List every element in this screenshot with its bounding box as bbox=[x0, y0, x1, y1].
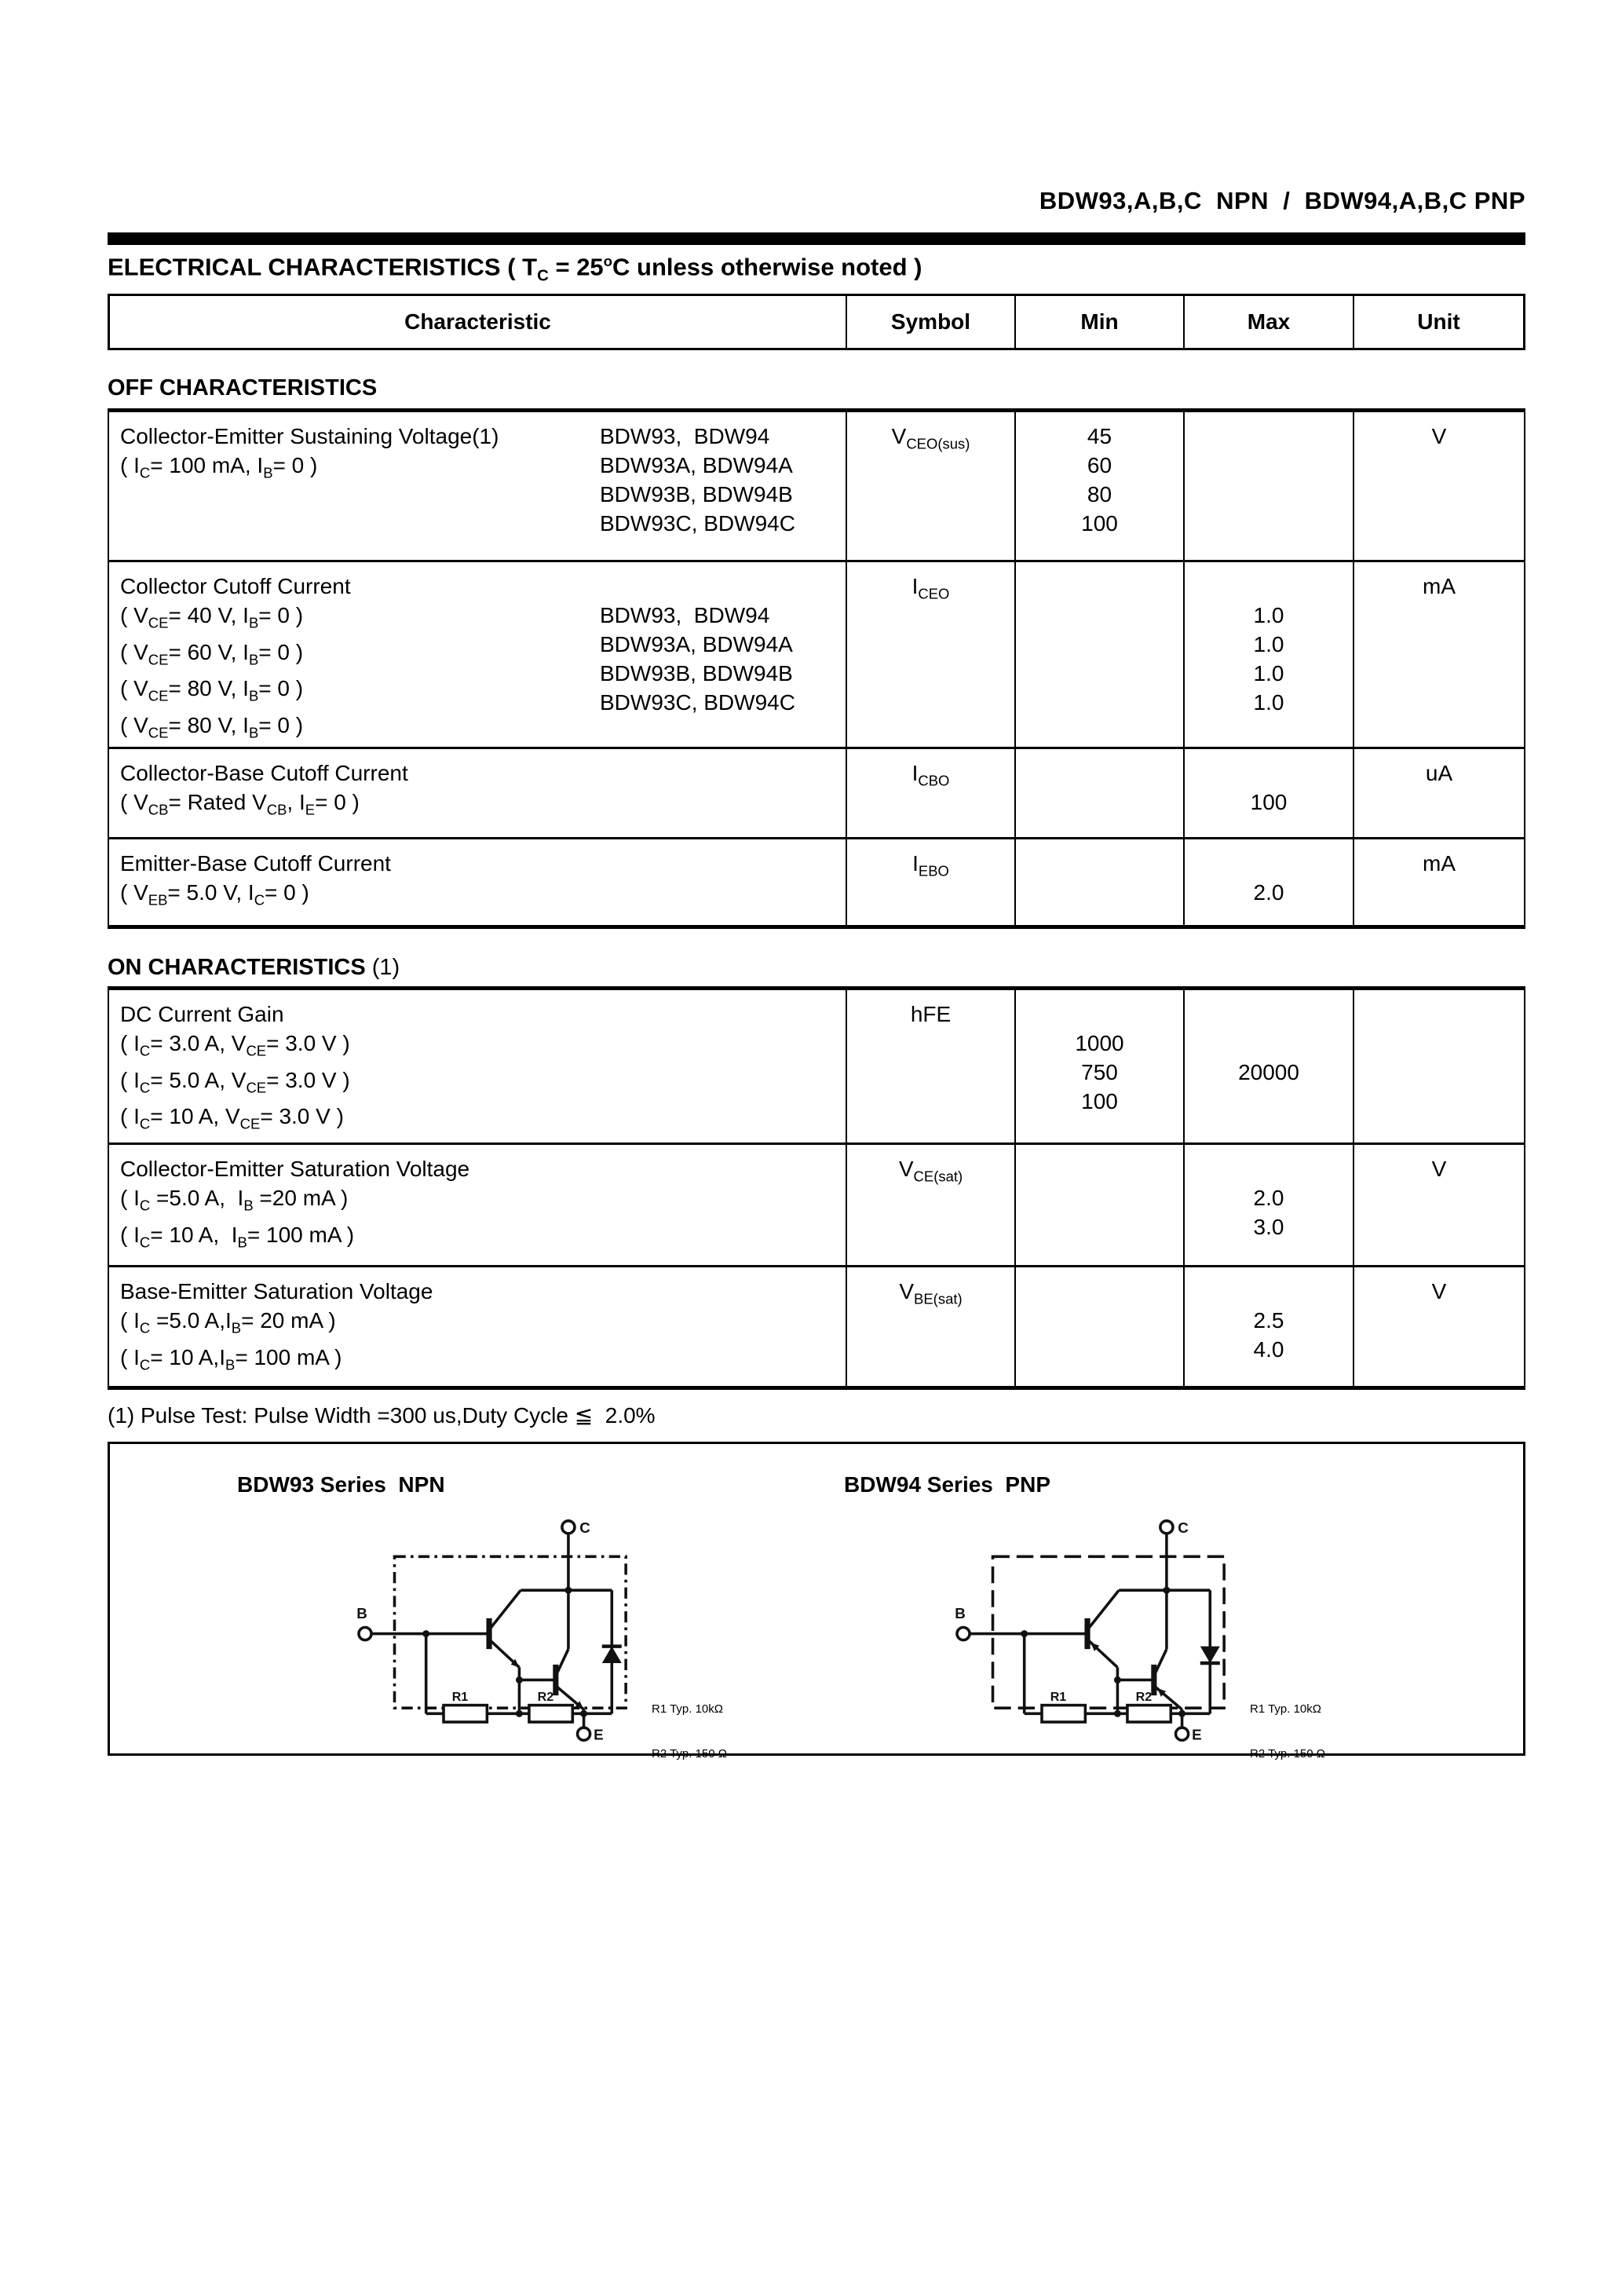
min-value: 750 bbox=[1081, 1060, 1118, 1084]
resistor-label-r2: R2 bbox=[1135, 1690, 1153, 1705]
test-condition: ( $V_{CE}= 40$ V, $I_B= 0$ ) bbox=[120, 603, 304, 631]
test-condition: ( $I_C= 5.0$ A, $V_{CE}= 3.0$ V ) bbox=[120, 1067, 350, 1096]
terminal-label-c: C bbox=[579, 1519, 590, 1536]
table-row bbox=[109, 412, 1524, 560]
table-row bbox=[109, 1265, 1524, 1386]
min-cell bbox=[1014, 412, 1183, 560]
min-value: 100 bbox=[1081, 511, 1118, 536]
symbol-cell bbox=[846, 990, 1014, 1143]
unit: V bbox=[1431, 1157, 1447, 1181]
max-value: 3.0 bbox=[1253, 1215, 1284, 1239]
unit-cell bbox=[1353, 749, 1524, 837]
terminal-label-b: B bbox=[955, 1604, 966, 1621]
max-cell bbox=[1183, 749, 1353, 837]
table-row bbox=[109, 990, 1524, 1143]
on-characteristics-heading bbox=[108, 955, 400, 981]
datasheet-page bbox=[108, 0, 1525, 2296]
device-list bbox=[600, 422, 795, 538]
min-value: 1000 bbox=[1075, 1031, 1124, 1055]
unit: V bbox=[1431, 424, 1447, 448]
characteristic-name: Collector Cutoff Current bbox=[120, 574, 351, 598]
min-value: 45 bbox=[1087, 424, 1112, 448]
min-cell bbox=[1014, 1145, 1183, 1265]
unit-cell bbox=[1353, 839, 1524, 925]
resistor-r2 bbox=[529, 1706, 572, 1722]
device-name: BDW93, BDW94 bbox=[600, 424, 770, 448]
symbol: $I_{CEO}$ bbox=[911, 574, 950, 602]
symbol-cell bbox=[846, 749, 1014, 837]
min-cell bbox=[1014, 839, 1183, 925]
device-list bbox=[600, 601, 795, 717]
col-header-symbol: Symbol bbox=[846, 296, 1014, 348]
max-value: 1.0 bbox=[1253, 603, 1284, 627]
characteristic-cell bbox=[109, 990, 846, 1143]
symbol: $I_{EBO}$ bbox=[912, 851, 949, 879]
off-characteristics-table bbox=[108, 408, 1525, 929]
unit: mA bbox=[1423, 851, 1456, 876]
characteristic-cell bbox=[109, 412, 846, 560]
on-heading-text: ON CHARACTERISTICS bbox=[108, 955, 366, 980]
max-value: 1.0 bbox=[1253, 632, 1284, 656]
resistor-label-r2: R2 bbox=[537, 1690, 554, 1705]
characteristic-cell bbox=[109, 562, 846, 747]
test-condition: ( $V_{CB}=$ Rated $V_{CB}$, $I_E= 0$ ) bbox=[120, 790, 360, 818]
unit-cell bbox=[1353, 562, 1524, 747]
test-condition: ( $I_C= 10$ A, $V_{CE}= 3.0$ V ) bbox=[120, 1104, 344, 1132]
test-condition: ( $I_C= 100$ mA, $I_B= 0$ ) bbox=[120, 453, 318, 481]
max-value: 2.0 bbox=[1253, 880, 1284, 905]
col-header-unit: Unit bbox=[1353, 296, 1523, 348]
test-condition: ( $V_{CE}= 80$ V, $I_B= 0$ ) bbox=[120, 676, 304, 704]
max-value: 2.5 bbox=[1253, 1308, 1284, 1333]
characteristic-name: Collector-Emitter Saturation Voltage bbox=[120, 1157, 470, 1181]
characteristic-name: Collector-Emitter Sustaining Voltage(1) bbox=[120, 424, 499, 448]
resistor-label-r1: R1 bbox=[1050, 1690, 1067, 1705]
terminal-label-b: B bbox=[356, 1604, 367, 1621]
r1-note: R1 Typ. 10kΩ bbox=[652, 1702, 723, 1716]
symbol: $V_{BE(sat)}$ bbox=[899, 1279, 963, 1307]
r1-note: R1 Typ. 10kΩ bbox=[1250, 1702, 1321, 1716]
on-heading-footnote-ref: (1) bbox=[371, 955, 400, 980]
symbol-cell bbox=[846, 562, 1014, 747]
resistor-r2 bbox=[1127, 1706, 1171, 1722]
device-name: BDW93B, BDW94B bbox=[600, 482, 793, 506]
characteristic-name: Base-Emitter Saturation Voltage bbox=[120, 1279, 433, 1303]
max-value: 2.0 bbox=[1253, 1186, 1284, 1210]
min-value: 80 bbox=[1087, 482, 1112, 506]
test-condition: ( $V_{CE}= 60$ V, $I_B= 0$ ) bbox=[120, 639, 304, 668]
max-value: 1.0 bbox=[1253, 690, 1284, 715]
on-characteristics-table bbox=[108, 986, 1525, 1390]
symbol: $I_{CBO}$ bbox=[911, 761, 950, 789]
collector-terminal bbox=[1160, 1521, 1173, 1534]
test-condition: ( $I_C =5.0$ A, $I_B =20$ mA ) bbox=[120, 1186, 349, 1214]
diode bbox=[602, 1647, 622, 1663]
diode bbox=[1200, 1647, 1220, 1663]
max-cell bbox=[1183, 412, 1353, 560]
unit-cell bbox=[1353, 1267, 1524, 1386]
resistor-label-r1: R1 bbox=[451, 1690, 469, 1705]
npn-resistor-notes bbox=[652, 1672, 727, 1791]
min-cell bbox=[1014, 562, 1183, 747]
max-value: 100 bbox=[1250, 790, 1288, 815]
characteristic-cell bbox=[109, 749, 846, 837]
device-name: BDW93C, BDW94C bbox=[600, 690, 795, 715]
symbol-cell bbox=[846, 1145, 1014, 1265]
emitter-terminal bbox=[578, 1727, 590, 1740]
terminal-label-e: E bbox=[594, 1726, 604, 1743]
characteristic-name: Emitter-Base Cutoff Current bbox=[120, 851, 391, 876]
test-condition: ( $V_{CE}= 80$ V, $I_B= 0$ ) bbox=[120, 712, 304, 741]
min-cell bbox=[1014, 990, 1183, 1143]
min-value: 100 bbox=[1081, 1089, 1118, 1113]
max-cell bbox=[1183, 990, 1353, 1143]
min-cell bbox=[1014, 1267, 1183, 1386]
max-cell bbox=[1183, 839, 1353, 925]
off-characteristics-heading: OFF CHARACTERISTICS bbox=[108, 375, 378, 400]
r2-note: R2 Typ. 150 Ω bbox=[1250, 1747, 1325, 1760]
unit: uA bbox=[1425, 761, 1453, 786]
characteristic-cell bbox=[109, 1145, 846, 1265]
equivalent-circuit-figure bbox=[108, 1442, 1525, 1760]
test-condition: ( $I_C= 10$ A, $I_B= 100$ mA ) bbox=[120, 1222, 355, 1251]
device-name: BDW93A, BDW94A bbox=[600, 632, 793, 656]
test-condition: ( $I_C= 10$ $A,I_B= 100$ mA ) bbox=[120, 1344, 342, 1373]
col-header-characteristic: Characteristic bbox=[404, 309, 551, 334]
max-cell bbox=[1183, 1145, 1353, 1265]
unit: mA bbox=[1423, 574, 1456, 598]
symbol-cell bbox=[846, 839, 1014, 925]
table-row bbox=[109, 747, 1524, 837]
characteristic-name: Collector-Base Cutoff Current bbox=[120, 761, 408, 786]
device-name: BDW93C, BDW94C bbox=[600, 511, 795, 536]
emitter-terminal bbox=[1176, 1727, 1189, 1740]
device-name: BDW93A, BDW94A bbox=[600, 453, 793, 477]
symbol-cell bbox=[846, 412, 1014, 560]
symbol: $V_{CEO(sus)}$ bbox=[891, 424, 970, 452]
symbol-cell bbox=[846, 1267, 1014, 1386]
max-value: 4.0 bbox=[1253, 1337, 1284, 1362]
page-header-part-numbers: BDW93,A,B,C NPN / BDW94,A,B,C PNP bbox=[1039, 187, 1525, 214]
characteristic-cell bbox=[109, 1267, 846, 1386]
min-value: 60 bbox=[1087, 453, 1112, 477]
pnp-resistor-notes bbox=[1250, 1672, 1325, 1791]
resistor-r1 bbox=[444, 1706, 487, 1722]
symbol: hFE bbox=[910, 1002, 952, 1026]
device-name: BDW93B, BDW94B bbox=[600, 661, 793, 686]
table-row bbox=[109, 837, 1524, 925]
page-title: ELECTRICAL CHARACTERISTICS ( $T_C = 25^oC$ unless otherwise noted ) bbox=[108, 253, 922, 285]
table-row bbox=[109, 560, 1524, 747]
unit-cell bbox=[1353, 412, 1524, 560]
test-condition: ( $I_C= 3.0$ A, $V_{CE}= 3.0$ V ) bbox=[120, 1031, 350, 1059]
test-condition: ( $I_C =5.0$ $A,I_B= 20$ mA ) bbox=[120, 1308, 336, 1336]
unit: V bbox=[1431, 1279, 1447, 1303]
col-header-max: Max bbox=[1183, 296, 1353, 348]
device-name: BDW93, BDW94 bbox=[600, 603, 770, 627]
max-cell bbox=[1183, 1267, 1353, 1386]
pnp-figure-title: BDW94 Series PNP bbox=[844, 1472, 1050, 1497]
resistor-r1 bbox=[1042, 1706, 1085, 1722]
base-terminal bbox=[359, 1628, 371, 1640]
terminal-label-e: E bbox=[1192, 1726, 1202, 1743]
base-terminal bbox=[957, 1628, 970, 1640]
table-column-headers bbox=[108, 294, 1525, 350]
table-row bbox=[109, 1143, 1524, 1265]
header-rule bbox=[108, 232, 1525, 245]
max-cell bbox=[1183, 562, 1353, 747]
r2-note: R2 Typ. 150 Ω bbox=[652, 1747, 727, 1760]
min-cell bbox=[1014, 749, 1183, 837]
unit-cell bbox=[1353, 990, 1524, 1143]
characteristic-cell bbox=[109, 839, 846, 925]
pulse-test-footnote: (1) Pulse Test: Pulse Width =300 us,Duty Cycle ≦ 2.0% bbox=[108, 1403, 656, 1428]
unit-cell bbox=[1353, 1145, 1524, 1265]
npn-figure-title: BDW93 Series NPN bbox=[237, 1472, 445, 1497]
test-condition: ( $V_{EB}= 5.0$ V, $I_C= 0$ ) bbox=[120, 880, 309, 909]
terminal-label-c: C bbox=[1178, 1519, 1189, 1536]
characteristic-name: DC Current Gain bbox=[120, 1002, 284, 1026]
max-value: 1.0 bbox=[1253, 661, 1284, 686]
max-value: 20000 bbox=[1238, 1060, 1299, 1084]
symbol: $V_{CE(sat)}$ bbox=[898, 1157, 963, 1185]
col-header-min: Min bbox=[1014, 296, 1183, 348]
collector-terminal bbox=[562, 1521, 575, 1534]
